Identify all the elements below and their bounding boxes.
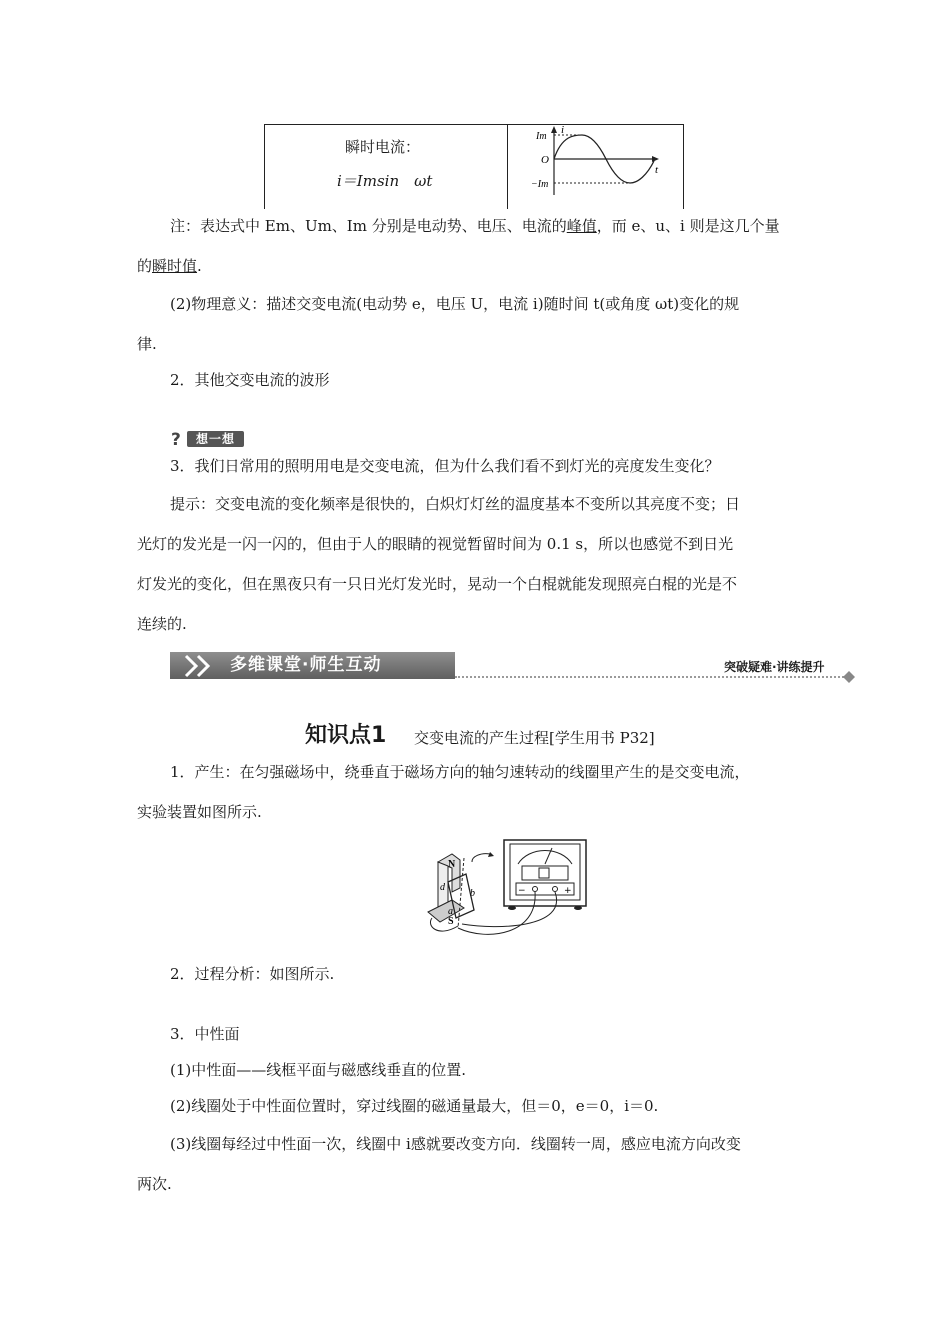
formula-text: i＝Imsin ωt xyxy=(337,172,433,190)
note-text-4: . xyxy=(197,257,202,275)
graph-i-label: i xyxy=(561,125,565,136)
fig-label-d: d xyxy=(440,882,445,893)
fig-label-n: N xyxy=(448,859,456,870)
banner-dotted-line xyxy=(455,676,847,678)
think-label: 想一想 xyxy=(195,432,235,446)
y-arrow xyxy=(551,126,557,133)
banner-right-tag: 突破疑难·讲练提升 xyxy=(724,660,825,674)
formula-table xyxy=(264,124,684,209)
hint-line-4: 连续的. xyxy=(137,615,187,633)
graph-neg-im-label: −Im xyxy=(531,179,549,190)
banner-title: 多维课堂·师生互动 xyxy=(230,655,382,675)
physics-line-1: (2)物理意义：描述交变电流(电动势 e，电压 U，电流 i)随时间 t(或角度 ωt)变化的规 xyxy=(170,295,740,313)
question-mark-icon xyxy=(170,430,186,448)
section1-line-1: 1．产生：在匀强磁场中，绕垂直于磁场方向的轴匀速转动的线圈里产生的是交变电流， xyxy=(170,763,750,781)
fig-label-b: b xyxy=(470,888,475,899)
diamond-icon xyxy=(843,671,855,683)
note-line-1 xyxy=(170,216,780,236)
section2-text: 2．过程分析：如图所示. xyxy=(170,965,335,983)
hint-line-2: 光灯的发光是一闪一闪的，但由于人的眼睛的视觉暂留时间为 0.1 s，所以也感觉不到日光 xyxy=(137,535,734,553)
formula-cell xyxy=(264,125,508,209)
graph-cell xyxy=(507,125,684,209)
think-badge xyxy=(170,430,244,448)
generator-apparatus-figure xyxy=(418,838,596,942)
other-waveforms-heading: 2．其他交变电流的波形 xyxy=(170,371,330,389)
graph-origin-label: O xyxy=(541,154,549,166)
hint-line-1: 提示：交变电流的变化频率是很快的，白炽灯灯丝的温度基本不变所以其亮度不变；日 xyxy=(170,495,741,513)
section3-p2: (2)线圈处于中性面位置时，穿过线圈的磁通量最大，但＝0，e＝0，i＝0. xyxy=(170,1097,659,1115)
hint-line-3: 灯发光的变化，但在黑夜只有一只日光灯发光时，晃动一个白棍就能发现照亮白棍的光是不 xyxy=(137,575,738,593)
note-line-2 xyxy=(137,256,202,276)
note-underline-peak: 峰值 xyxy=(566,217,597,235)
section3-p3a: (3)线圈每经过中性面一次，线圈中 i感就要改变方向．线圈转一周，感应电流方向改变 xyxy=(170,1135,741,1153)
note-text-2: ，而 e、u、i 则是这几个量 xyxy=(596,217,780,235)
section1-line-2: 实验装置如图所示. xyxy=(137,803,262,821)
formula-label: 瞬时电流： xyxy=(345,138,421,156)
svg-text:?: ? xyxy=(171,430,181,448)
x-arrow xyxy=(652,156,659,162)
graph-t-label: t xyxy=(655,164,659,176)
note-underline-instant: 瞬时值 xyxy=(152,257,198,275)
note-text: 注：表达式中 Em、Um、Im 分别是电动势、电压、电流的 xyxy=(170,217,567,235)
section3-p3b: 两次. xyxy=(137,1175,172,1193)
fig-label-a: a xyxy=(448,906,453,917)
section3-p1: (1)中性面——线框平面与磁感线垂直的位置. xyxy=(170,1061,467,1079)
fig-label-s: S xyxy=(448,916,454,927)
knowledge-point-subtitle: 交变电流的产生过程[学生用书 P32] xyxy=(414,729,655,747)
section3-heading: 3．中性面 xyxy=(170,1025,240,1043)
knowledge-point-title: 知识点1 xyxy=(305,723,387,748)
sine-graph xyxy=(507,125,683,209)
graph-im-label: Im xyxy=(536,131,547,142)
physics-line-2: 律. xyxy=(137,335,157,353)
question-text: 3．我们日常用的照明用电是交变电流，但为什么我们看不到灯光的亮度发生变化？ xyxy=(170,457,720,475)
svg-text:+: + xyxy=(564,886,572,896)
note-text-3: 的 xyxy=(137,257,153,275)
chevron-arrows-icon xyxy=(182,653,222,679)
svg-text:−: − xyxy=(518,886,526,896)
